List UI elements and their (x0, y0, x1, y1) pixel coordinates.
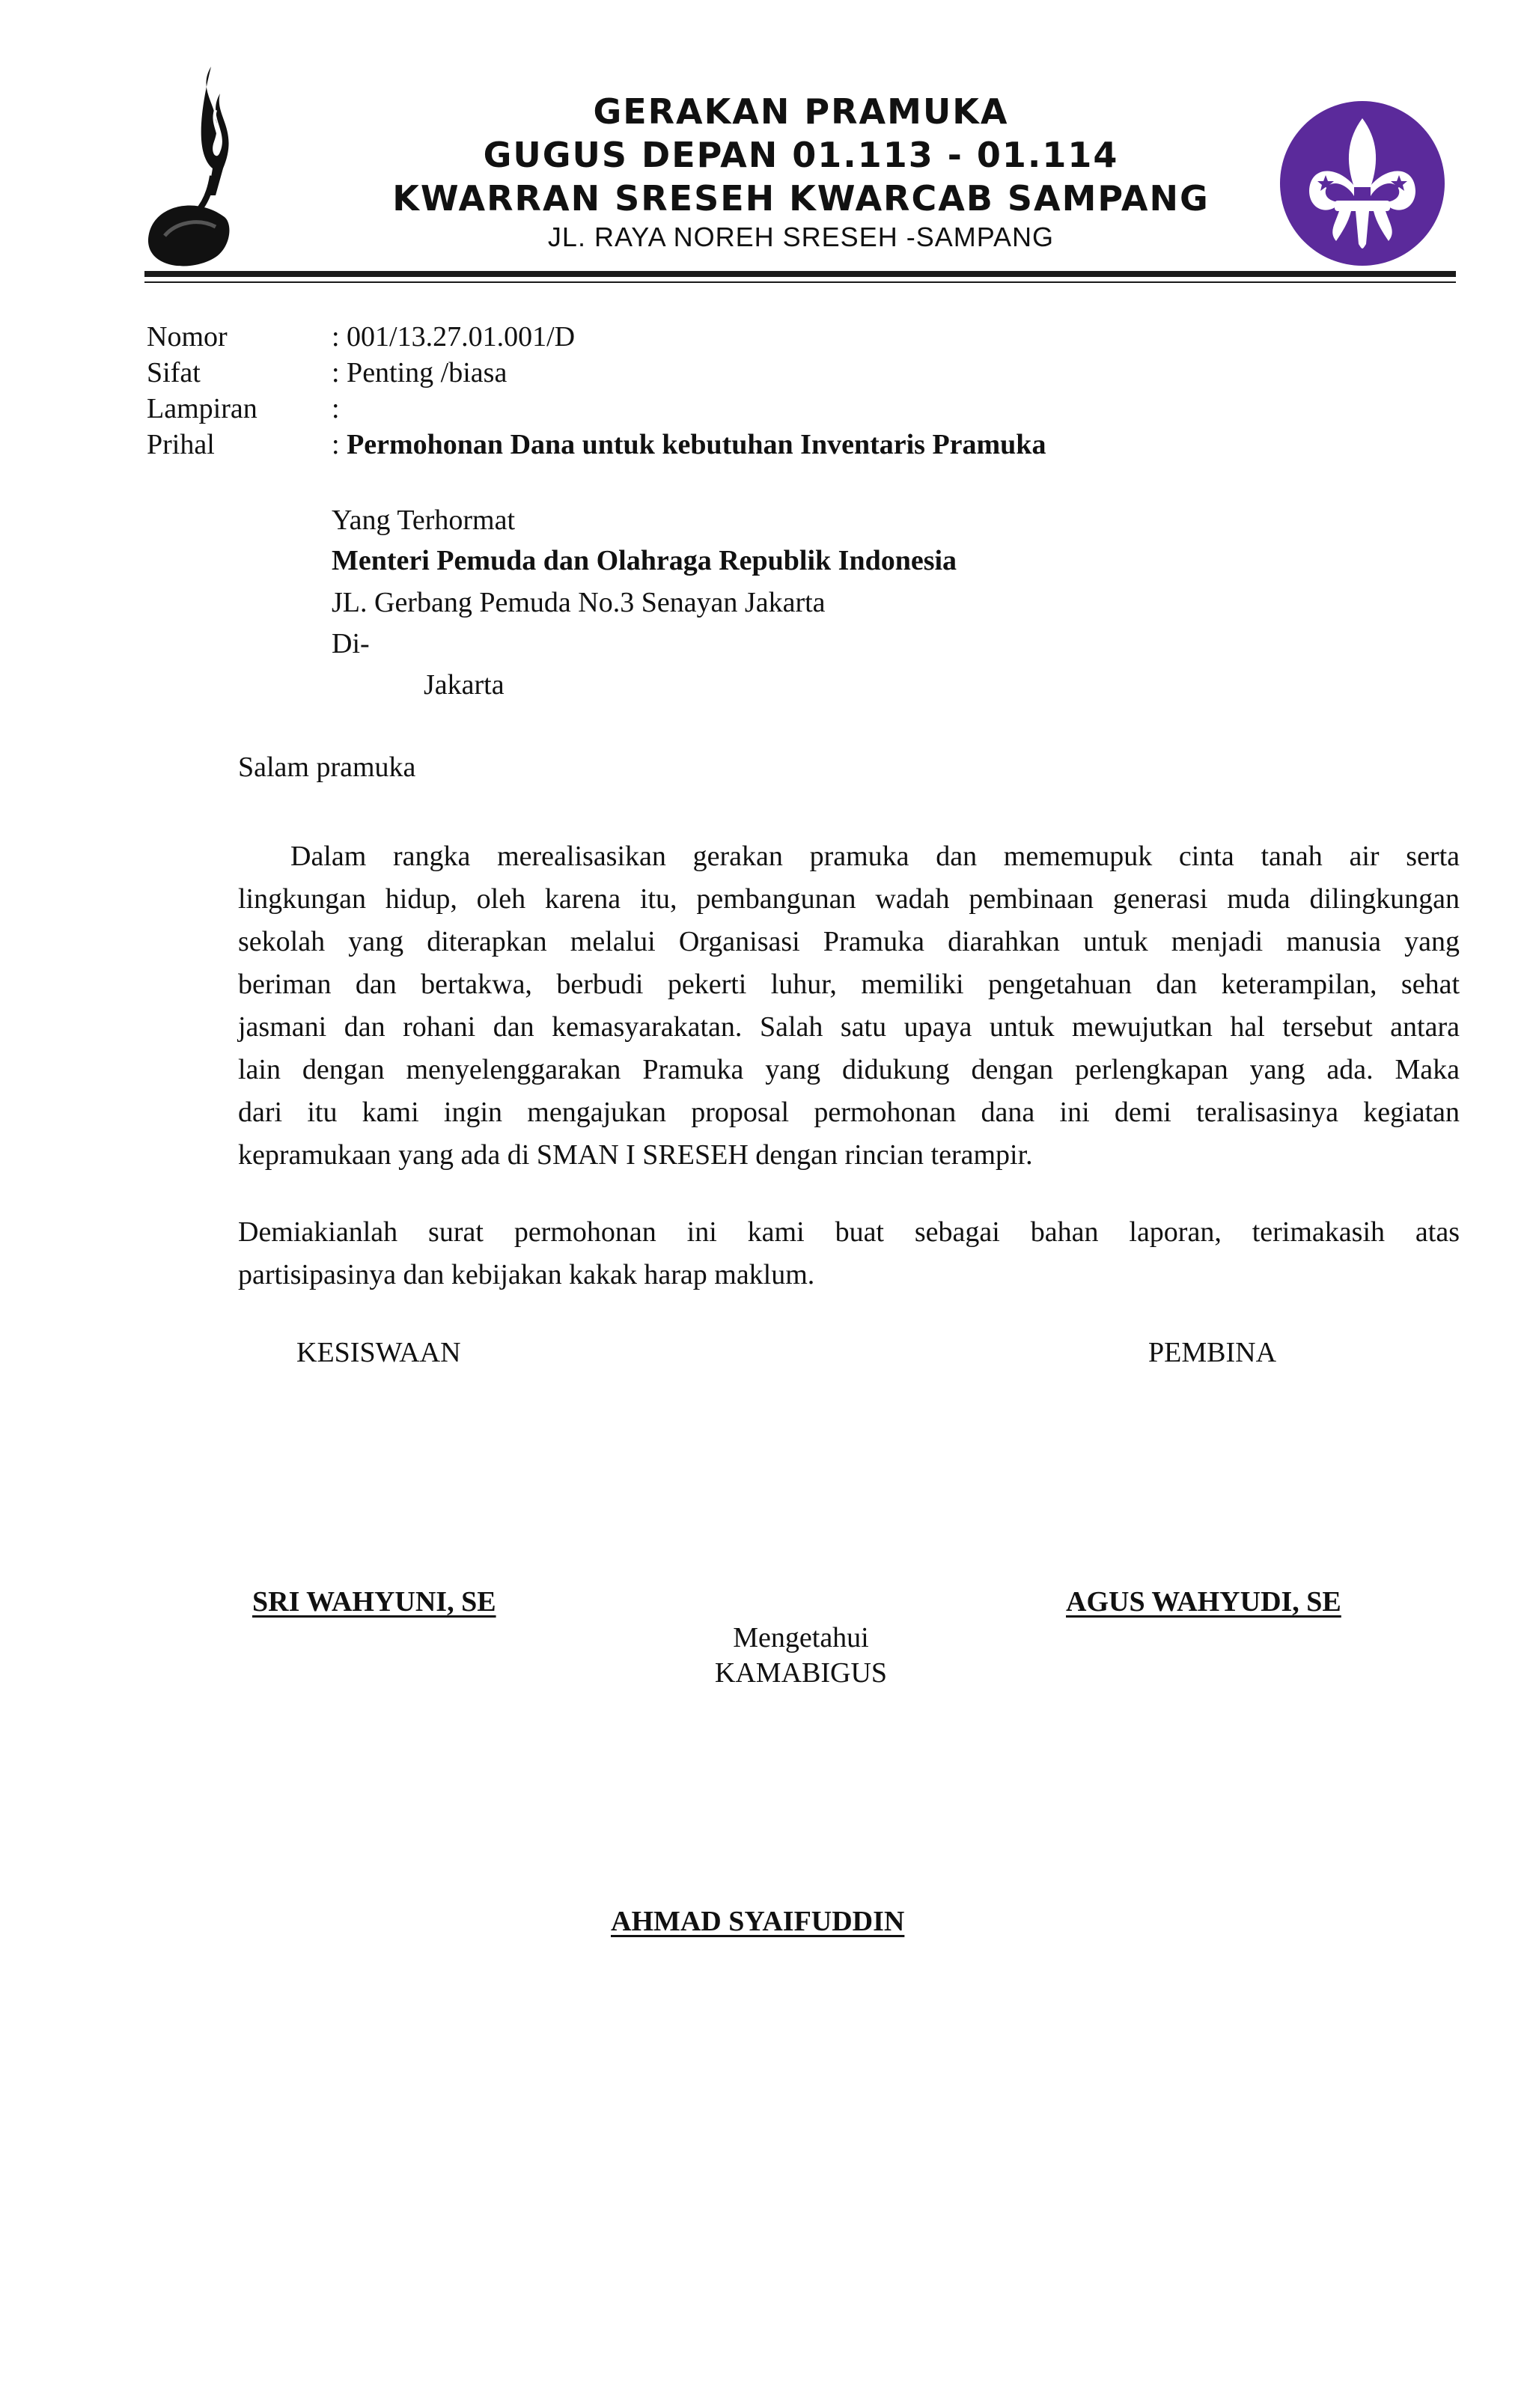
body-paragraph-2 (238, 1211, 1460, 1296)
prihal-field (332, 428, 1046, 463)
kesiswaan-signatory-name: SRI WAHYUNI, SE (252, 1586, 496, 1618)
paragraph-line: beriman dan bertakwa, berbudi pekerti luhur, memiliki pengetahuan dan keterampilan, sehat (238, 969, 1460, 1000)
nomor-label: Nomor (147, 321, 228, 353)
sifat-value: : Penting /biasa (332, 357, 508, 388)
prihal-label: Prihal (147, 429, 215, 460)
recipient-city: Jakarta (424, 669, 505, 701)
greeting: Salam pramuka (238, 752, 416, 783)
body-paragraph-1 (238, 835, 1460, 1177)
pembina-title: PEMBINA (1148, 1337, 1277, 1368)
prihal-colon: : (332, 429, 340, 460)
letterhead-divider (144, 271, 1456, 277)
kesiswaan-title: KESISWAAN (296, 1337, 461, 1368)
kwarran-name: KWARRAN SRESEH KWARCAB SAMPANG (392, 178, 1210, 219)
paragraph-line: partisipasinya dan kebijakan kakak harap maklum. (238, 1259, 815, 1290)
org-address: JL. RAYA NOREH SRESEH -SAMPANG (547, 222, 1055, 252)
paragraph-line: lingkungan hidup, oleh karena itu, pembangunan wadah pembinaan generasi muda dilingkungan (238, 883, 1460, 915)
paragraph-line: kepramukaan yang ada di SMAN I SRESEH dengan rincian terampir. (238, 1139, 1033, 1171)
nomor-value: : 001/13.27.01.001/D (332, 321, 576, 353)
kamabigus-title: KAMABIGUS (714, 1657, 888, 1689)
recipient-salutation: Yang Terhormat (332, 505, 516, 536)
prihal-value: Permohonan Dana untuk kebutuhan Inventaris Pramuka (347, 429, 1046, 460)
gugus-depan-number: GUGUS DEPAN 01.113 - 01.114 (483, 135, 1119, 175)
paragraph-line: jasmani dan rohani dan kemasyarakatan. Salah satu upaya untuk mewujutkan hal tersebut antara (238, 1011, 1460, 1043)
paragraph-line: lain dengan menyelenggarakan Pramuka yang didukung dengan perlengkapan yang ada. Maka (238, 1054, 1460, 1085)
pembina-signatory-name: AGUS WAHYUDI, SE (1066, 1586, 1341, 1618)
org-name: GERAKAN PRAMUKA (593, 91, 1009, 132)
lampiran-label: Lampiran (147, 393, 257, 424)
sifat-label: Sifat (147, 357, 201, 388)
paragraph-line: dari itu kami ingin mengajukan proposal permohonan dana ini demi teralisasinya kegiatan (238, 1097, 1460, 1128)
kamabigus-signatory-name: AHMAD SYAIFUDDIN (611, 1906, 905, 1937)
lampiran-value: : (332, 393, 340, 424)
paragraph-line: Demiakianlah surat permohonan ini kami buat sebagai bahan laporan, terimakasih atas (238, 1216, 1460, 1248)
paragraph-line: Dalam rangka merealisasikan gerakan pramuka dan mememupuk cinta tanah air serta (290, 841, 1460, 872)
paragraph-line: sekolah yang diterapkan melalui Organisasi Pramuka diarahkan untuk menjadi manusia yang (238, 926, 1460, 957)
tunas-kelapa-logo (142, 64, 255, 273)
recipient-address: JL. Gerbang Pemuda No.3 Senayan Jakarta (332, 587, 826, 618)
mengetahui-label: Mengetahui (733, 1622, 869, 1653)
recipient-name: Menteri Pemuda dan Olahraga Republik Indonesia (332, 545, 957, 576)
world-scout-emblem-logo (1276, 97, 1448, 269)
recipient-di: Di- (332, 628, 370, 659)
letterhead-divider-thin (144, 281, 1456, 283)
